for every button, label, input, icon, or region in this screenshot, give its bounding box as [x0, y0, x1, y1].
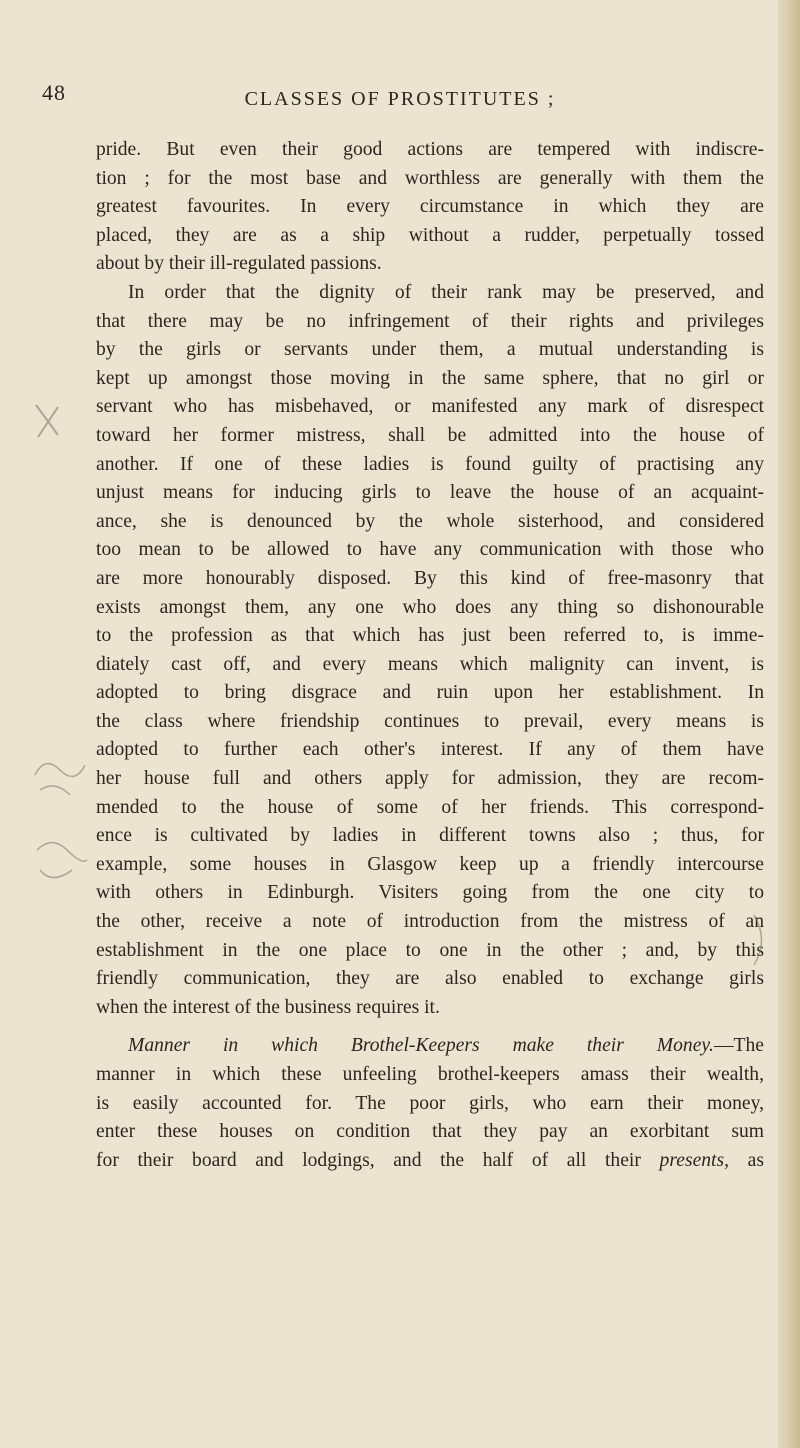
- page-edge: [778, 0, 800, 1448]
- text-line: ance, she is denounced by the whole sisterhood, and considered: [96, 510, 764, 532]
- running-head: CLASSES OF PROSTITUTES ;: [244, 88, 556, 110]
- text-line: too mean to be allowed to have any communication with those who: [96, 539, 764, 561]
- text-line: with others in Edinburgh. Visiters going from the one city to: [96, 882, 764, 904]
- text-line: the class where friendship continues to prevail, every means is: [96, 710, 764, 732]
- text-line: is easily accounted for. The poor girls, who earn their money,: [96, 1092, 764, 1114]
- subheading-line: [96, 1032, 764, 1061]
- text-line: manner in which these unfeeling brothel-keepers amass their wealth,: [96, 1064, 764, 1085]
- text-line: kept up amongst those moving in the same sphere, that no girl or: [96, 367, 764, 389]
- text-line: adopted to bring disgrace and ruin upon her establishment. In: [96, 682, 764, 704]
- text-line: her house full and others apply for admission, they are recom-: [96, 768, 764, 790]
- text-line: to the profession as that which has just been referred to, is imme-: [96, 625, 764, 647]
- text-line: pride. But even their good actions are tempered with indiscre-: [96, 139, 764, 160]
- text-line: exists amongst them, any one who does any thing so dishonourable: [96, 596, 764, 618]
- text-line: friendly communication, they are also enabled to exchange girls: [96, 968, 764, 990]
- text-line: servant who has misbehaved, or manifested any mark of disrespect: [96, 396, 764, 418]
- text-line: that there may be no infringement of their rights and privileges: [96, 310, 764, 332]
- text-line: are more honourably disposed. By this kind of free-masonry that: [96, 567, 764, 589]
- final-line-start: for their board and lodgings, and the half of all their: [96, 1149, 641, 1171]
- text-line: about by their ill-regulated passions.: [96, 253, 382, 275]
- margin-scribble-icon: [30, 745, 90, 805]
- final-line-italic: presents,: [659, 1149, 730, 1171]
- text-line: [96, 1147, 764, 1176]
- text-line: adopted to further each other's interest. If any of them have: [96, 739, 764, 761]
- text-line: ence is cultivated by ladies in different towns also ; thus, for: [96, 825, 764, 847]
- subheading: Manner in which Brothel-Keepers make their Money.: [128, 1035, 714, 1057]
- page-number: 48: [42, 80, 66, 105]
- text-line: tion ; for the most base and worthless are generally with them the: [96, 167, 764, 189]
- subsection: [96, 1032, 764, 1175]
- text-line: diately cast off, and every means which malignity can invent, is: [96, 653, 764, 675]
- paragraph-first-line: In order that the dignity of their rank may be preserved, and: [128, 281, 764, 303]
- text-line: by the girls or servants under them, a mutual understanding is: [96, 339, 764, 361]
- text-line: toward her former mistress, shall be admitted into the house of: [96, 424, 764, 446]
- text-line: placed, they are as a ship without a rudder, perpetually tossed: [96, 224, 764, 246]
- text-line: greatest favourites. In every circumstance in which they are: [96, 196, 764, 218]
- text-line: the other, receive a note of introduction from the mistress of an: [96, 911, 764, 933]
- margin-scribble-icon: [32, 830, 92, 890]
- text-line: unjust means for inducing girls to leave the house of an acquaint-: [96, 482, 764, 504]
- text-line: example, some houses in Glasgow keep up a friendly intercourse: [96, 853, 764, 875]
- text-line: establishment in the one place to one in the other ; and, by this: [96, 939, 764, 961]
- margin-cross-mark-icon: [28, 395, 68, 455]
- text-line: another. If one of these ladies is found guilty of practising any: [96, 453, 764, 475]
- body-text: [96, 136, 764, 1175]
- text-line: when the interest of the business requires it.: [96, 996, 440, 1018]
- subheading-continuation: —The: [713, 1035, 764, 1057]
- final-line-end: as: [747, 1149, 764, 1171]
- text-line: mended to the house of some of her friends. This correspond-: [96, 796, 764, 818]
- margin-bracket-icon: [734, 910, 784, 970]
- text-line: enter these houses on condition that they pay an exorbitant sum: [96, 1121, 764, 1143]
